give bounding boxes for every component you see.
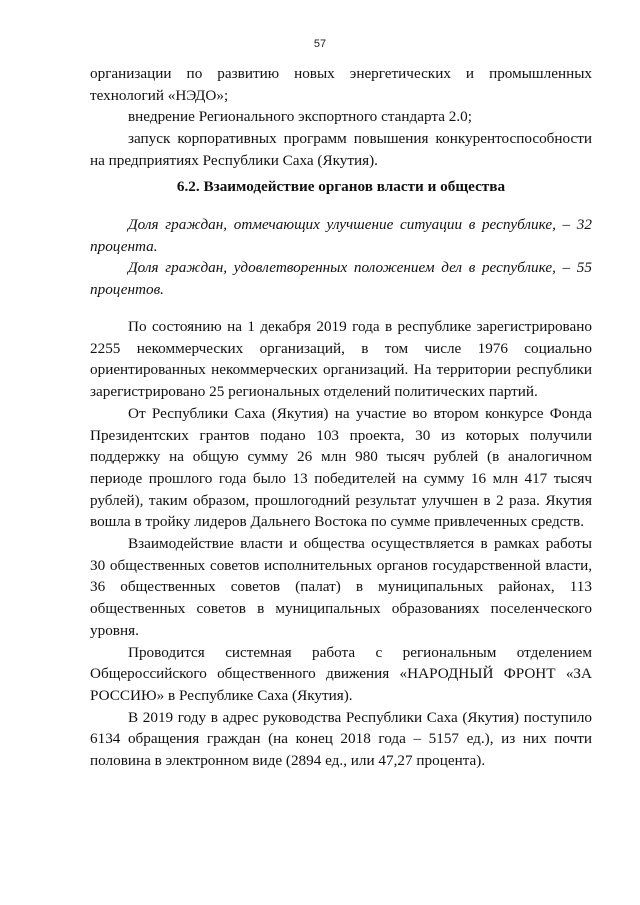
page-number: 57 [313,38,327,50]
paragraph-appeals: В 2019 году в адрес руководства Республики Саха (Якутия) поступило 6134 обращения граждан (на конец 2018 года – 5157 ед.), из них почти половина в электронном виде (2894 ед., или 47,27 процента). [90,708,592,770]
paragraph-continued: организации по развитию новых энергетических и промышленных технологий «НЭДО»; [90,65,592,104]
indicator-satisfaction: Доля граждан, удовлетворенных положением дел в республике, – 55 процентов. [90,259,592,299]
indicator-improvement: Доля граждан, отмечающих улучшение ситуации в республике, – 32 процента. [90,216,592,255]
paragraph-councils: Взаимодействие власти и общества осуществляется в рамках работы 30 общественных советов исполнительных органов государственной власти, 36 общественных советов (палат) в муниципальных районах, 113 общественных советов в муниципальных образованиях поселенческого уровня. [90,535,592,639]
paragraph-grants: От Республики Саха (Якутия) на участие во втором конкурсе Фонда Президентских грантов подано 103 проекта, 30 из которых получили поддержку на общую сумму 26 млн 980 тысяч рублей (в аналогичном периоде прошлого года было 13 победителей на сумму 16 млн 417 тысяч рублей), таким образом, прошлогодний результат улучшен в 2 раза. Якутия вошла в тройку лидеров Дальнего Востока по сумме привлеченных средств. [90,404,592,531]
indicators-block [90,214,592,301]
list-item-corporate-programs: запуск корпоративных программ повышения конкурентоспособности на предприятиях Республики Саха (Якутия). [90,130,592,169]
main-text-block [90,316,592,772]
section-heading: 6.2. Взаимодействие органов власти и общества [176,178,506,195]
list-item-export-standard: внедрение Регионального экспортного стандарта 2.0; [128,108,472,126]
paragraph-nko: По состоянию на 1 декабря 2019 года в республике зарегистрировано 2255 некоммерческих организаций, в том числе 1976 социально ориентированных некоммерческих организаций. На территории республики зарегистрировано 25 региональных отделений политических партий. [90,318,592,401]
intro-text-block [90,63,592,172]
paragraph-popular-front: Проводится системная работа с региональным отделением Общероссийского общественного движения «НАРОДНЫЙ ФРОНТ «ЗА РОССИЮ» в Республике Саха (Якутия). [90,643,592,704]
